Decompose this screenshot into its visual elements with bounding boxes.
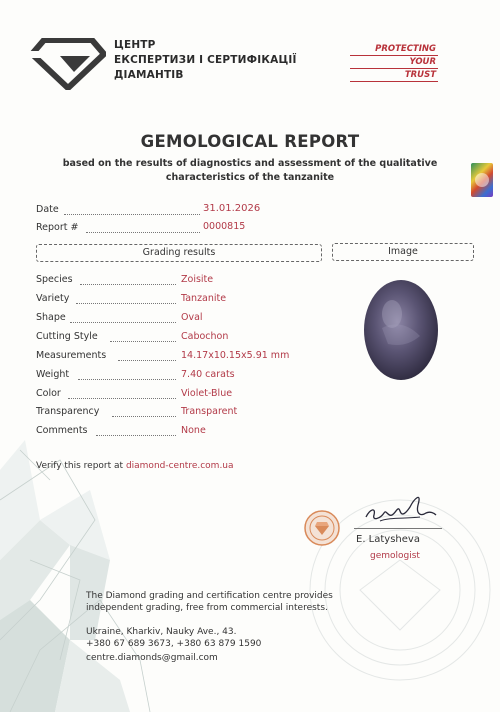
address: Ukraine, Kharkiv, Nauky Ave., 43.	[86, 627, 237, 637]
page-title: GEMOLOGICAL REPORT	[140, 132, 360, 151]
field-label: Transparency	[36, 406, 100, 417]
grading-results-header: Grading results	[36, 244, 322, 262]
field-value: 14.17x10.15x5.91 mm	[181, 350, 290, 361]
verify-line	[36, 461, 234, 471]
signer-role: gemologist	[370, 551, 420, 561]
field-value: Transparent	[181, 406, 238, 417]
field-label: Measurements	[36, 350, 107, 361]
field-value: 7.40 carats	[181, 369, 235, 380]
field-label: Variety	[36, 293, 70, 304]
page-subtitle	[40, 157, 460, 185]
org-name-line: ЕКСПЕРТИЗИ І СЕРТИФІКАЦІЇ	[114, 54, 297, 66]
org-name-line: ДІАМАНТІВ	[114, 69, 184, 81]
dotted-leader	[68, 398, 176, 399]
phones: +380 67 689 3673, +380 63 879 1590	[86, 639, 262, 649]
dotted-leader	[110, 341, 176, 342]
dotted-leader	[80, 284, 176, 285]
motto-line: PROTECTING	[350, 43, 438, 56]
field-value: Oval	[181, 312, 203, 323]
gemstone-image	[362, 278, 440, 382]
dotted-leader	[112, 416, 176, 417]
subtitle-line: characteristics of the tanzanite	[165, 172, 335, 183]
dotted-leader	[86, 232, 200, 233]
motto-line: YOUR	[350, 56, 438, 69]
motto	[350, 43, 438, 82]
motto-line: TRUST	[350, 69, 438, 82]
email[interactable]: centre.diamonds@gmail.com	[86, 653, 218, 663]
field-value: Zoisite	[181, 274, 214, 285]
dotted-leader	[96, 435, 176, 436]
verify-link[interactable]: diamond-centre.com.ua	[125, 461, 234, 471]
about-line: The Diamond grading and certification centre provides	[86, 591, 333, 601]
org-name-line: ЦЕНТР	[114, 39, 156, 51]
image-header: Image	[332, 243, 474, 261]
field-label: Shape	[36, 312, 66, 323]
seal-stamp-icon	[304, 510, 340, 546]
dotted-leader	[64, 214, 200, 215]
logo-diamond-icon	[30, 38, 106, 90]
field-label: Color	[36, 388, 61, 399]
hologram-sticker-icon	[471, 163, 493, 197]
field-value: Cabochon	[181, 331, 229, 342]
date-value: 31.01.2026	[203, 203, 261, 214]
organization-name	[114, 38, 297, 83]
field-value: Violet-Blue	[181, 388, 233, 399]
field-label: Weight	[36, 369, 70, 380]
date-label: Date	[36, 204, 59, 215]
signature	[360, 487, 440, 531]
field-label: Comments	[36, 425, 88, 436]
dotted-leader	[70, 322, 176, 323]
dotted-leader	[78, 379, 176, 380]
report-number-label: Report #	[36, 222, 79, 233]
field-label: Species	[36, 274, 73, 285]
field-value: Tanzanite	[181, 293, 227, 304]
field-value: None	[181, 425, 206, 436]
about-line: independent grading, free from commercial interests.	[86, 603, 328, 613]
field-label: Cutting Style	[36, 331, 98, 342]
signature-line	[354, 528, 442, 529]
signer-name: E. Latysheva	[356, 534, 420, 545]
dotted-leader	[118, 360, 176, 361]
subtitle-line: based on the results of diagnostics and assessment of the qualitative	[62, 158, 438, 169]
dotted-leader	[76, 303, 176, 304]
verify-text: Verify this report at	[36, 461, 126, 471]
report-number-value: 0000815	[203, 221, 246, 232]
